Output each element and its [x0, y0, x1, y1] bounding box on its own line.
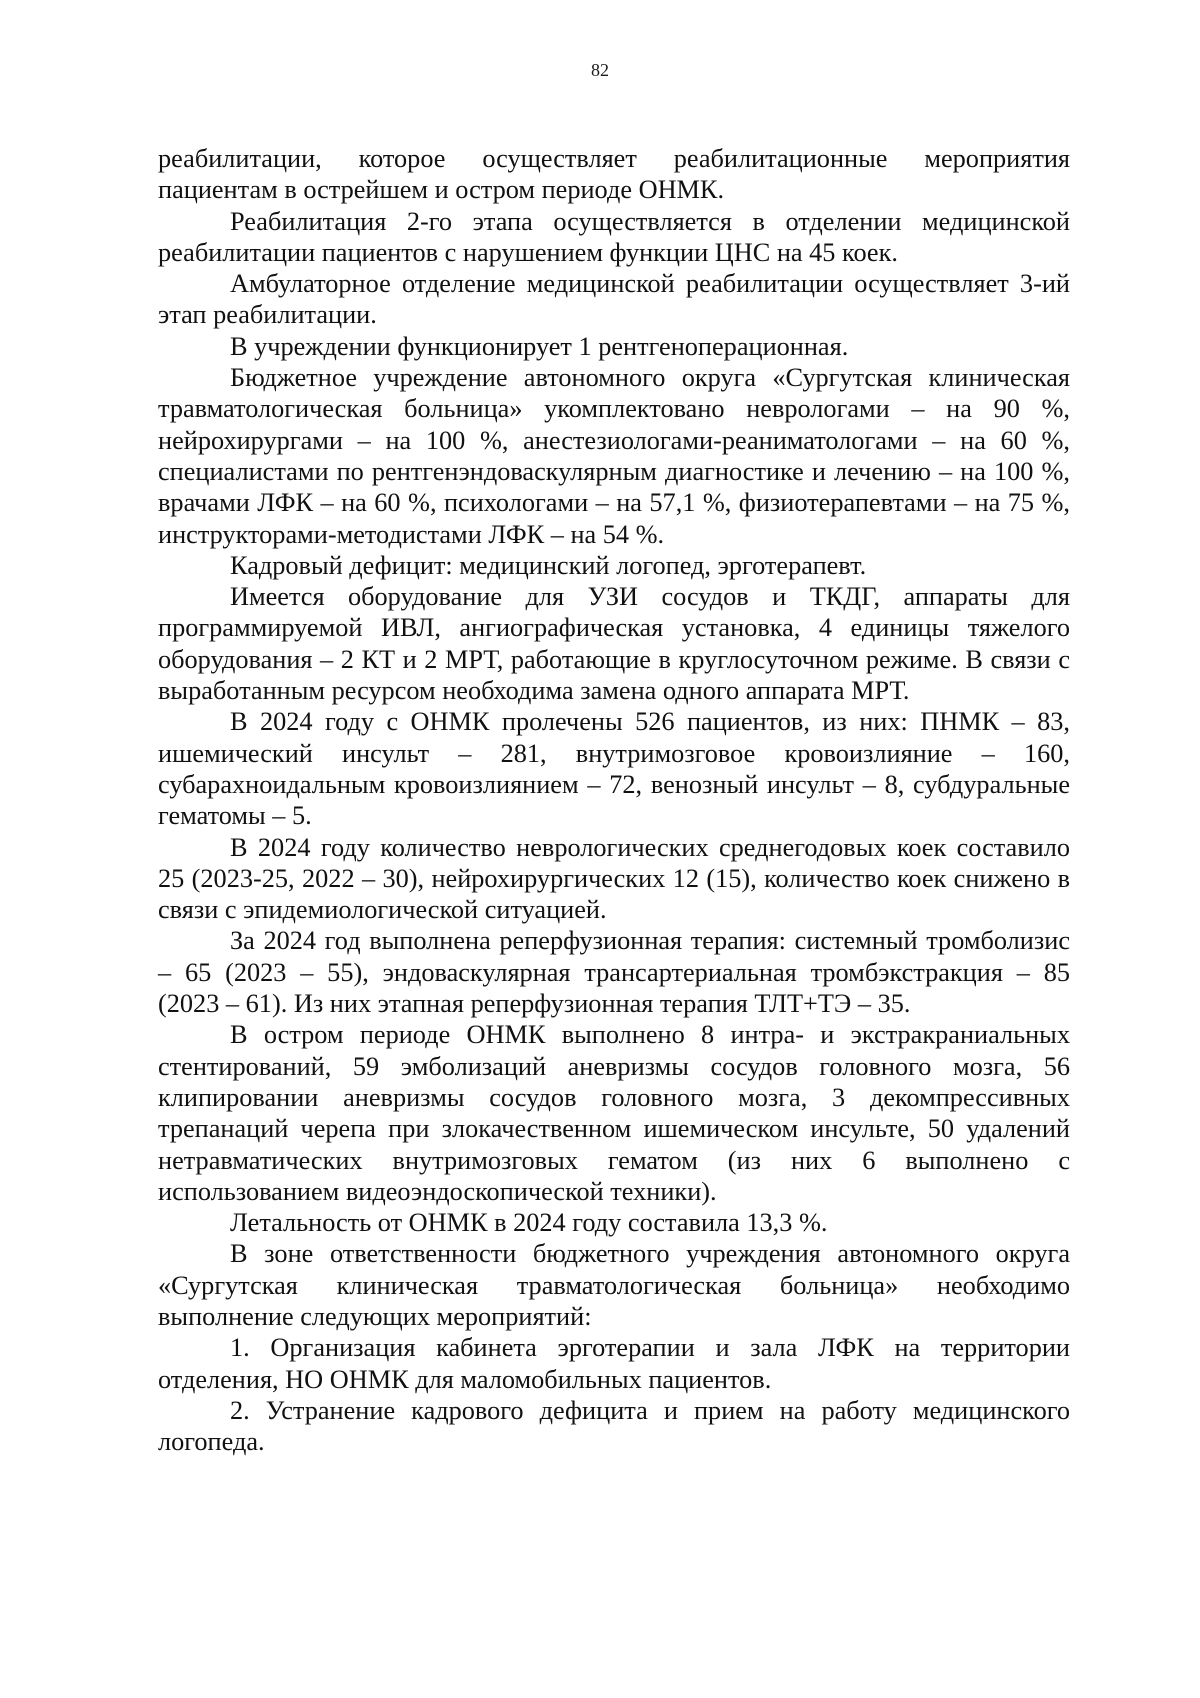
paragraph-measures-intro: В зоне ответственности бюджетного учреждения автономного округа «Сургутская клиническая травматологическая больница» необходимо выполнение следующих мероприятий: [158, 1239, 1070, 1331]
page-number: 82 [591, 60, 609, 80]
paragraph-patients-2024: В 2024 году с ОНМК пролечены 526 пациентов, из них: ПНМК – 83, ишемический инсульт – 281, внутримозговое кровоизлияние – 160, субарахноидальным кровоизлиянием – 72, венозный инсульт – 8, субдуральные гематомы – 5. [158, 707, 1070, 831]
paragraph-measure-2: 2. Устранение кадрового дефицита и прием на работу медицинского логопеда. [158, 1395, 1070, 1457]
paragraph-rehab-stage-2: Реабилитация 2-го этапа осуществляется в отделении медицинской реабилитации пациентов с нарушением функции ЦНС на 45 коек. [158, 206, 1070, 267]
paragraph-beds: В 2024 году количество неврологических среднегодовых коек составило 25 (2023-25, 2022 – 30), нейрохирургических 12 (15), количество коек снижено в связи с эпидемиологической ситуацией. [158, 832, 1070, 925]
paragraph-xray-operating: В учреждении функционирует 1 рентгеноперационная. [230, 331, 849, 361]
document-body [158, 143, 1070, 1457]
paragraph-continuation: реабилитации, которое осуществляет реабилитационные мероприятия пациентам в острейшем и остром периоде ОНМК. [158, 144, 1070, 205]
paragraph-measure-1: 1. Организация кабинета эрготерапии и зала ЛФК на территории отделения, НО ОНМК для маломобильных пациентов. [158, 1333, 1070, 1394]
paragraph-reperfusion: За 2024 год выполнена реперфузионная терапия: системный тромболизис – 65 (2023 – 55), эндоваскулярная трансартериальная тромбэкстракция – 85 (2023 – 61). Из них этапная реперфузионная терапия ТЛТ+ТЭ – 35. [158, 926, 1070, 1019]
paragraph-surgery: В остром периоде ОНМК выполнено 8 интра- и экстракраниальных стентирований, 59 эмболизаций аневризмы сосудов головного мозга, 56 клипировании аневризмы сосудов головного мозга, 3 декомпрессивных трепанаций черепа при злокачественном ишемическом инсульте, 50 удалений нетравматических внутримозговых гематом (из них 6 выполнено с использованием видеоэндоскопической техники). [158, 1020, 1070, 1206]
paragraph-rehab-stage-3: Амбулаторное отделение медицинской реабилитации осуществляет 3-ий этап реабилитации. [158, 269, 1070, 330]
paragraph-mortality: Летальность от ОНМК в 2024 году составила 13,3 %. [230, 1208, 828, 1238]
paragraph-equipment: Имеется оборудование для УЗИ сосудов и ТКДГ, аппараты для программируемой ИВЛ, ангиографическая установка, 4 единицы тяжелого оборудования – 2 КТ и 2 МРТ, работающие в круглосуточном режиме. В связи с выработанным ресурсом необходима замена одного аппарата МРТ. [158, 582, 1070, 706]
paragraph-staff-deficit: Кадровый дефицит: медицинский логопед, эрготерапевт. [230, 550, 867, 580]
paragraph-staffing: Бюджетное учреждение автономного округа «Сургутская клиническая травматологическая больница» укомплектовано неврологами – на 90 %, нейрохирургами – на 100 %, анестезиологами-реаниматологами – на 60 %, специалистами по рентгенэндоваскулярным диагностике и лечению – на 100 %, врачами ЛФК – на 60 %, психологами – на 57,1 %, физиотерапевтами – на 75 %, инструкторами-методистами ЛФК – на 54 %. [158, 363, 1070, 549]
